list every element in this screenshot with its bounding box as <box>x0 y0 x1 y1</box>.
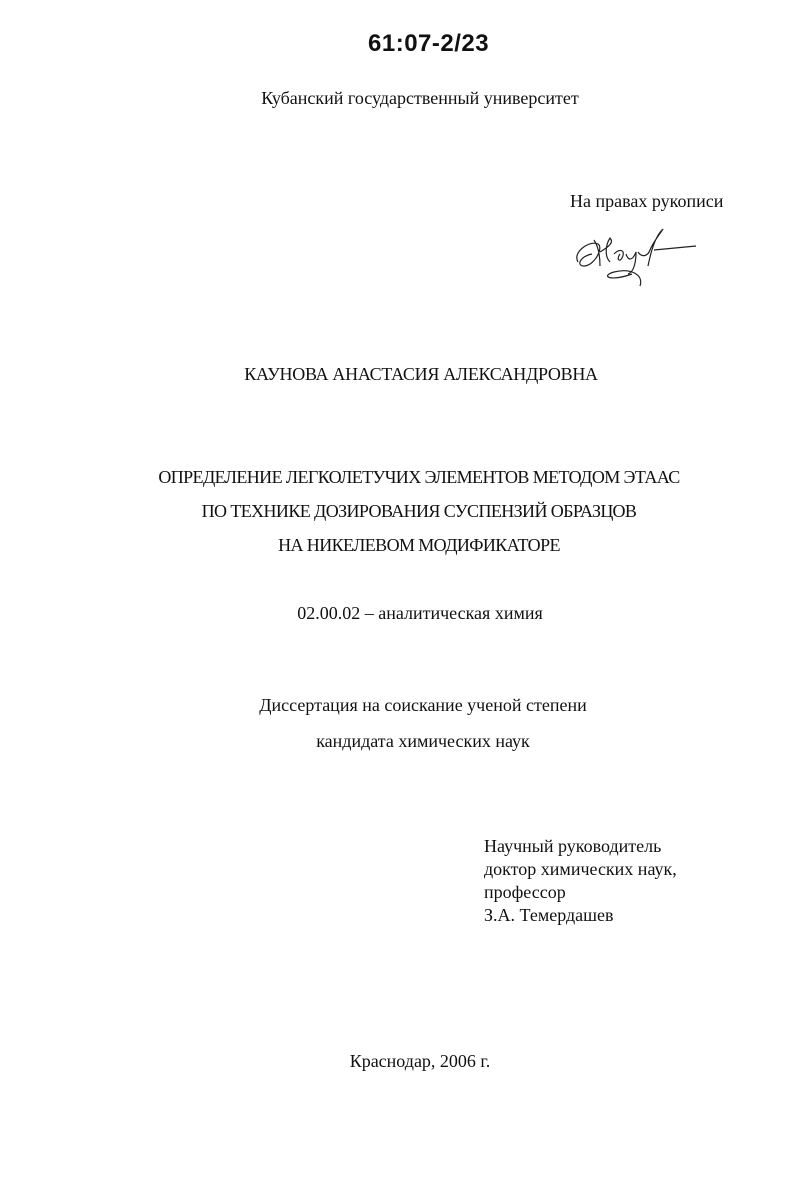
archive-code: 61:07-2/23 <box>368 30 490 57</box>
manuscript-rights-note: На правах рукописи <box>570 191 724 211</box>
university-name: Кубанский государственный университет <box>261 88 579 108</box>
degree-line: Диссертация на соискание ученой степени <box>259 695 587 715</box>
dissertation-title-line: ОПРЕДЕЛЕНИЕ ЛЕГКОЛЕТУЧИХ ЭЛЕМЕНТОВ МЕТОДОМ ЭТААС <box>158 467 680 487</box>
specialty: 02.00.02 – аналитическая химия <box>297 603 543 623</box>
supervisor-line: доктор химических наук, <box>484 859 677 879</box>
supervisor-line: профессор <box>484 882 566 902</box>
supervisor-name: З.А. Темердашев <box>484 905 614 925</box>
city-year: Краснодар, 2006 г. <box>349 1051 491 1071</box>
dissertation-title-line: ПО ТЕХНИКЕ ДОЗИРОВАНИЯ СУСПЕНЗИЙ ОБРАЗЦОВ <box>201 501 637 521</box>
supervisor-line: Научный руководитель <box>484 836 662 856</box>
author-signature <box>570 222 700 288</box>
dissertation-title-line: НА НИКЕЛЕВОМ МОДИФИКАТОРЕ <box>278 535 560 555</box>
degree-line: кандидата химических наук <box>316 731 530 751</box>
author-name: КАУНОВА АНАСТАСИЯ АЛЕКСАНДРОВНА <box>244 364 598 384</box>
